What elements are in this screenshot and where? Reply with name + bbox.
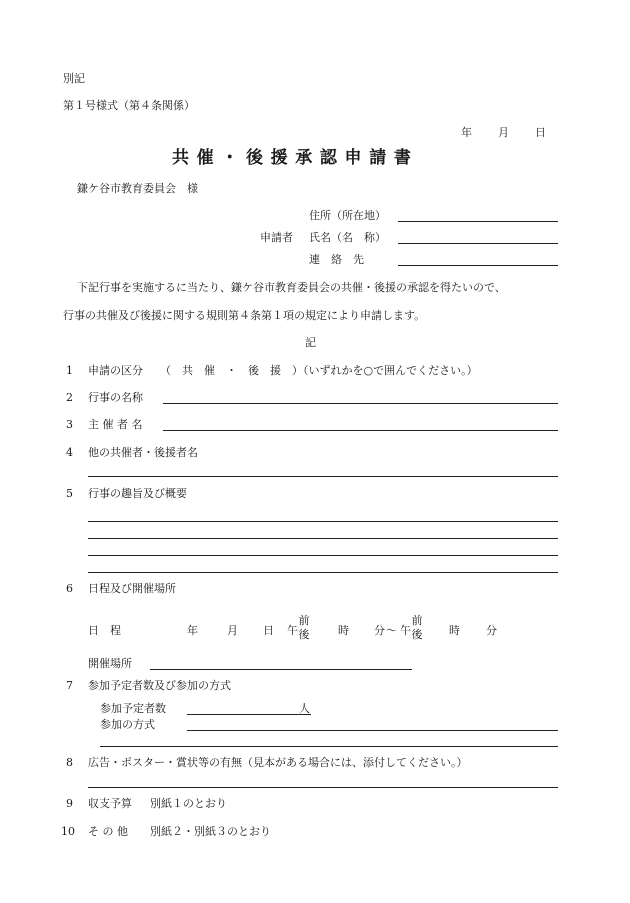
- item-8-label: 広告・ポスター・賞状等の有無（見本がある場合には、添付してください。）: [88, 756, 468, 769]
- item-7-label: 参加予定者数及び参加の方式: [88, 679, 231, 692]
- category-choice[interactable]: （ 共 催 ・ 後 援 ）（いずれかを○で囲んでください。）: [160, 364, 478, 377]
- date-year: 年: [461, 126, 472, 139]
- address-label: 住所（所在地）: [309, 209, 386, 222]
- date-day: 日: [535, 126, 546, 139]
- end-minute: 分: [486, 624, 497, 637]
- pm-option: 後: [298, 628, 310, 641]
- venue-label: 開催場所: [88, 657, 132, 670]
- item-6-number: 6: [66, 582, 73, 595]
- intro-line-2: 行事の共催及び後援に関する規則第４条第１項の規定により申請します。: [63, 309, 426, 322]
- item-10-number: 10: [61, 825, 75, 838]
- schedule-month: 月: [227, 624, 238, 637]
- form-number: 第１号様式（第４条関係）: [63, 99, 195, 112]
- item-5-number: 5: [66, 487, 73, 500]
- item-7-number: 7: [66, 679, 73, 692]
- contact-label: 連 絡 先: [309, 253, 364, 266]
- item-4-label: 他の共催者・後援者名: [88, 446, 198, 459]
- start-ampm-choice[interactable]: [297, 614, 311, 642]
- summary-line[interactable]: [88, 555, 558, 556]
- name-field[interactable]: [398, 243, 558, 244]
- addressee: 鎌ケ谷市教育委員会 様: [77, 182, 198, 195]
- schedule-label: 日 程: [88, 624, 121, 637]
- start-hour: 時: [338, 624, 349, 637]
- organizer-field[interactable]: [163, 430, 558, 431]
- method-field-extra[interactable]: [100, 746, 558, 747]
- summary-line[interactable]: [88, 572, 558, 573]
- item-4-number: 4: [66, 446, 73, 459]
- item-1-label: 申請の区分: [88, 364, 143, 377]
- item-10-value: 別紙２・別紙３のとおり: [150, 825, 271, 838]
- venue-field[interactable]: [150, 669, 412, 670]
- method-field[interactable]: [187, 730, 558, 731]
- co-sponsor-field[interactable]: [88, 476, 558, 477]
- item-2-label: 行事の名称: [88, 391, 143, 404]
- item-6-label: 日程及び開催場所: [88, 582, 176, 595]
- event-name-field[interactable]: [163, 403, 558, 404]
- method-label: 参加の方式: [100, 718, 155, 731]
- end-hour: 時: [449, 624, 460, 637]
- item-9-number: 9: [66, 797, 73, 810]
- summary-line[interactable]: [88, 521, 558, 522]
- am-option: 前: [298, 614, 310, 627]
- end-ampm-prefix: 午: [400, 624, 411, 637]
- participant-count-label: 参加予定者数: [100, 702, 166, 715]
- participant-unit: 人: [299, 702, 310, 715]
- item-10-label: そ の 他: [88, 825, 128, 838]
- start-ampm-prefix: 午: [287, 624, 298, 637]
- address-field[interactable]: [398, 221, 558, 222]
- start-minute: 分: [374, 624, 385, 637]
- summary-line[interactable]: [88, 538, 558, 539]
- item-1-number: 1: [66, 364, 73, 377]
- page-title: 共催・後援承認申請書: [172, 148, 419, 168]
- contact-field[interactable]: [398, 265, 558, 266]
- am-option: 前: [411, 614, 423, 627]
- pm-option: 後: [411, 628, 423, 641]
- item-3-number: 3: [66, 418, 73, 431]
- intro-line-1: 下記行事を実施するに当たり、鎌ケ谷市教育委員会の共催・後援の承認を得たいので、: [77, 281, 506, 294]
- ki-label: 記: [305, 336, 316, 349]
- item-3-label: 主 催 者 名: [88, 418, 143, 431]
- schedule-year: 年: [187, 624, 198, 637]
- date-month: 月: [498, 126, 509, 139]
- applicant-label: 申請者: [260, 231, 293, 244]
- schedule-day: 日: [263, 624, 274, 637]
- item-8-number: 8: [66, 756, 73, 769]
- materials-field[interactable]: [88, 787, 558, 788]
- participant-count-field[interactable]: [187, 714, 311, 715]
- time-range-tilde: ～: [386, 624, 397, 637]
- item-5-label: 行事の趣旨及び概要: [88, 487, 187, 500]
- end-ampm-choice[interactable]: [410, 614, 424, 642]
- appendix-label: 別記: [63, 72, 85, 85]
- item-2-number: 2: [66, 391, 73, 404]
- item-9-value: 別紙１のとおり: [150, 797, 227, 810]
- name-label: 氏名（名 称）: [309, 231, 386, 244]
- item-9-label: 収支予算: [88, 797, 132, 810]
